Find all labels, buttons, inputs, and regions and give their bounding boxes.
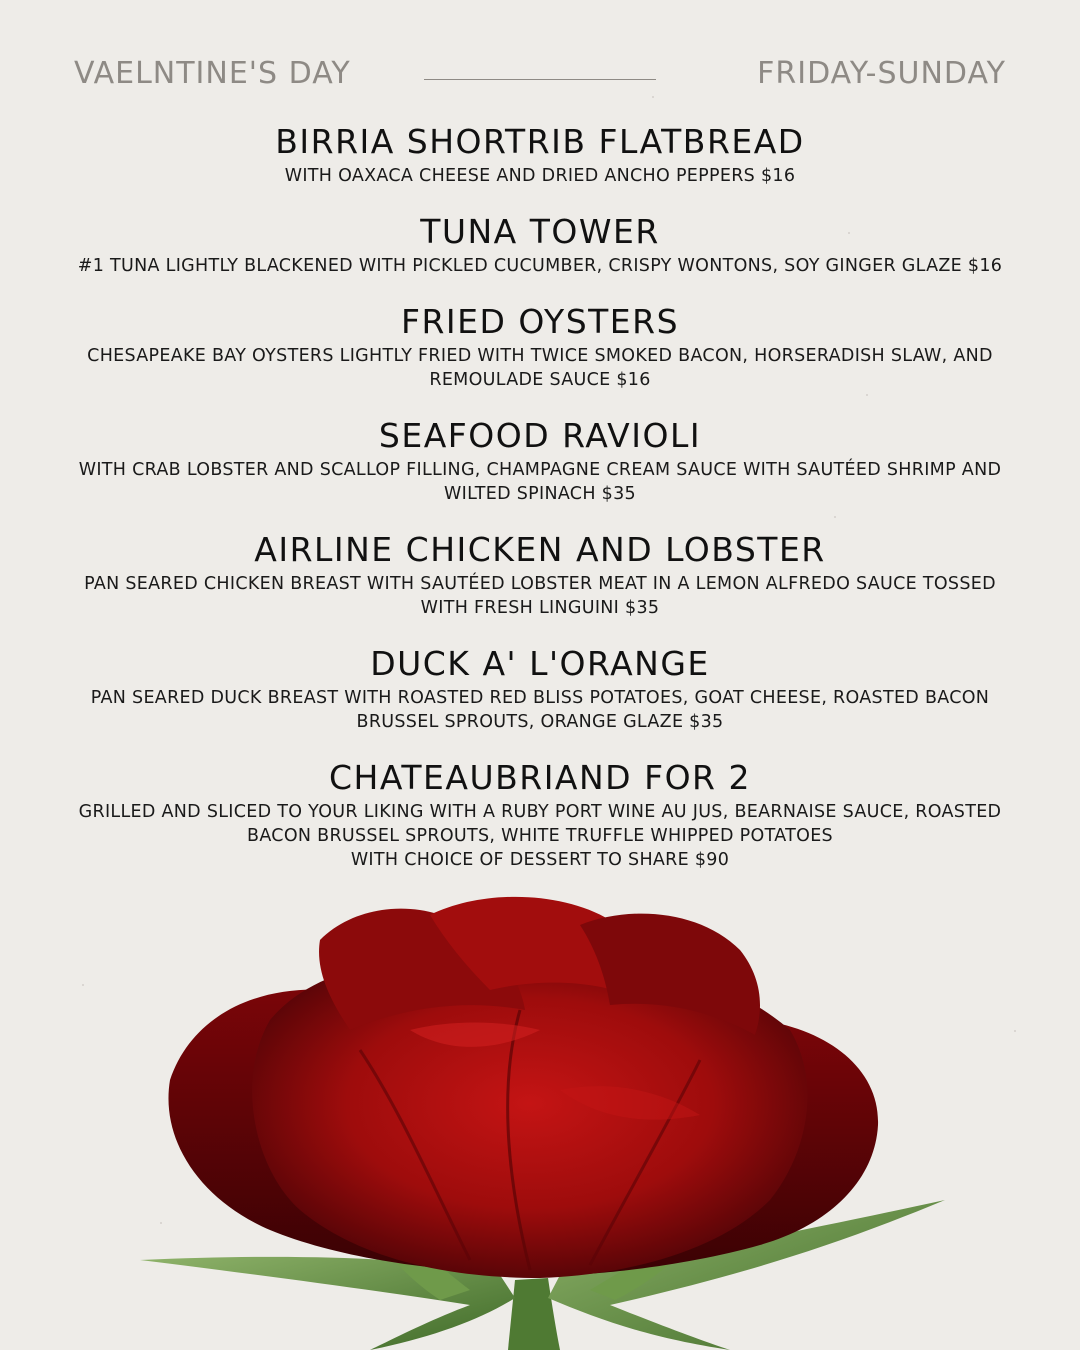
menu-header: [0, 56, 1080, 96]
menu-item-name: AIRLINE CHICKEN AND LOBSTER: [254, 530, 826, 569]
menu-item-description: CHESAPEAKE BAY OYSTERS LIGHTLY FRIED WITH TWICE SMOKED BACON, HORSERADISH SLAW, AND REMOULADE SAUCE $16: [87, 346, 993, 390]
menu-item-duck-orange: [0, 642, 1080, 734]
menu-item-airline-chicken-lobster: [0, 528, 1080, 620]
menu-item-description: PAN SEARED DUCK BREAST WITH ROASTED RED BLISS POTATOES, GOAT CHEESE, ROASTED BACON BRUSSEL SPROUTS, ORANGE GLAZE $35: [90, 688, 990, 732]
menu-list: [0, 120, 1080, 894]
menu-item-name: DUCK A' L'ORANGE: [370, 644, 710, 683]
menu-item-description: WITH OAXACA CHEESE AND DRIED ANCHO PEPPERS $16: [284, 166, 796, 186]
event-days: FRIDAY-SUNDAY: [757, 56, 1006, 91]
menu-item-name: BIRRIA SHORTRIB FLATBREAD: [275, 122, 805, 161]
menu-item-chateaubriand: [0, 756, 1080, 872]
menu-item-birria-flatbread: [0, 120, 1080, 188]
menu-item-seafood-ravioli: [0, 414, 1080, 506]
menu-item-description: #1 TUNA LIGHTLY BLACKENED WITH PICKLED CUCUMBER, CRISPY WONTONS, SOY GINGER GLAZE $16: [77, 256, 1003, 276]
menu-item-fried-oysters: [0, 300, 1080, 392]
red-rose-illustration: [0, 880, 1080, 1350]
menu-item-name: SEAFOOD RAVIOLI: [378, 416, 702, 455]
menu-item-description: GRILLED AND SLICED TO YOUR LIKING WITH A RUBY PORT WINE AU JUS, BEARNAISE SAUCE, ROASTED BACON BRUSSEL SPROUTS, WHITE TRUFFLE WHIPPED POTATOES WITH CHOICE OF DESSERT TO SHARE $90: [78, 802, 1002, 870]
menu-item-name: CHATEAUBRIAND FOR 2: [329, 758, 751, 797]
menu-item-description: WITH CRAB LOBSTER AND SCALLOP FILLING, CHAMPAGNE CREAM SAUCE WITH SAUTÉED SHRIMP AND WILTED SPINACH $35: [78, 460, 1002, 504]
menu-item-name: FRIED OYSTERS: [400, 302, 680, 341]
paper-texture-speck: [652, 96, 654, 98]
rose-stem: [508, 1278, 560, 1350]
menu-item-name: TUNA TOWER: [420, 212, 660, 251]
menu-item-description: PAN SEARED CHICKEN BREAST WITH SAUTÉED LOBSTER MEAT IN A LEMON ALFREDO SAUCE TOSSED WITH FRESH LINGUINI $35: [84, 574, 996, 618]
event-title: VAELNTINE'S DAY: [74, 56, 351, 91]
menu-item-tuna-tower: [0, 210, 1080, 278]
header-divider: [424, 79, 656, 80]
